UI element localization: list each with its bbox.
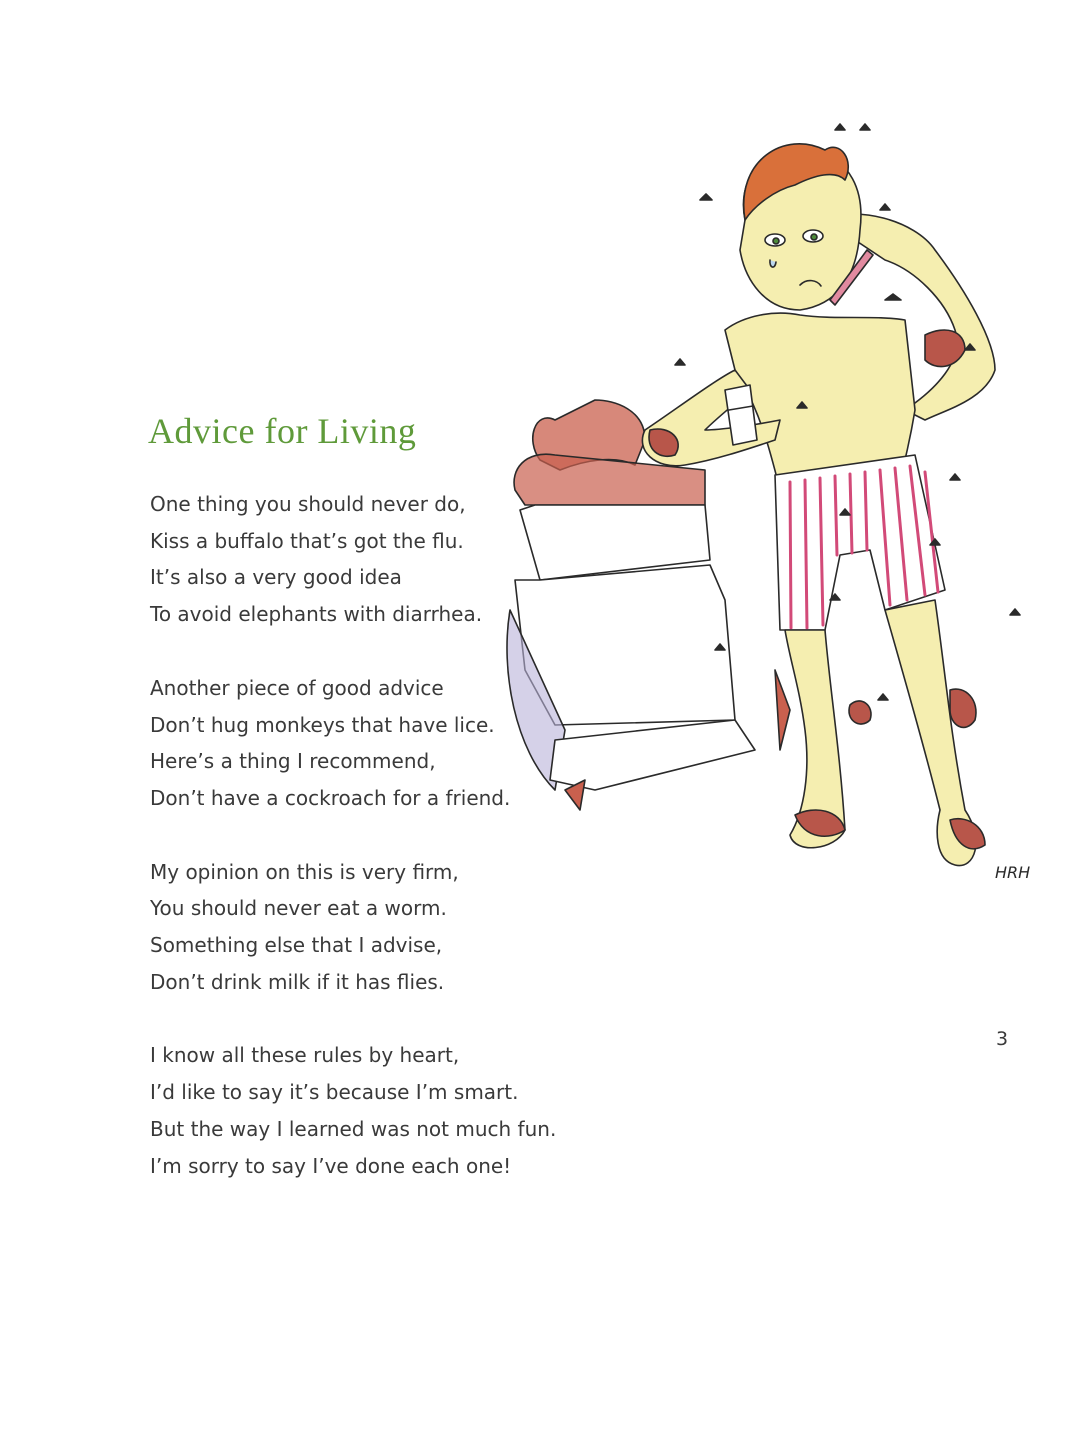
- poem-line: I know all these rules by heart,: [150, 1043, 460, 1068]
- stanza: [150, 1037, 570, 1184]
- poem-line: My opinion on this is very firm,: [150, 859, 459, 884]
- poem-title: Advice for Living: [148, 411, 417, 451]
- poem-line: Kiss a buffalo that’s got the flu.: [150, 528, 464, 553]
- poem-line: One thing you should never do,: [150, 492, 466, 516]
- poem-line: Something else that I advise,: [150, 933, 443, 958]
- poem-line: Here’s a thing I recommend,: [150, 749, 436, 774]
- poem-line: Don’t drink milk if it has flies.: [150, 969, 445, 994]
- poem-line: Don’t have a cockroach for a friend.: [150, 785, 511, 810]
- poem-line: But the way I learned was not much fun.: [150, 1116, 557, 1141]
- chair-drawing: [507, 400, 790, 810]
- poem-line: It’s also a very good idea: [150, 565, 402, 590]
- poem-line: You should never eat a worm.: [150, 896, 447, 921]
- poem-line: To avoid elephants with diarrhea.: [150, 602, 483, 627]
- poem-line: Another piece of good advice: [150, 675, 444, 700]
- poem-line: I’d like to say it’s because I’m smart.: [150, 1080, 519, 1105]
- sick-boy-illustration: [495, 110, 1055, 900]
- poem-line: Don’t hug monkeys that have lice.: [150, 712, 495, 737]
- page-number: 3: [996, 1028, 1009, 1050]
- illustrator-signature: HRH: [995, 863, 1031, 882]
- poem-line: I’m sorry to say I’ve done each one!: [150, 1153, 512, 1178]
